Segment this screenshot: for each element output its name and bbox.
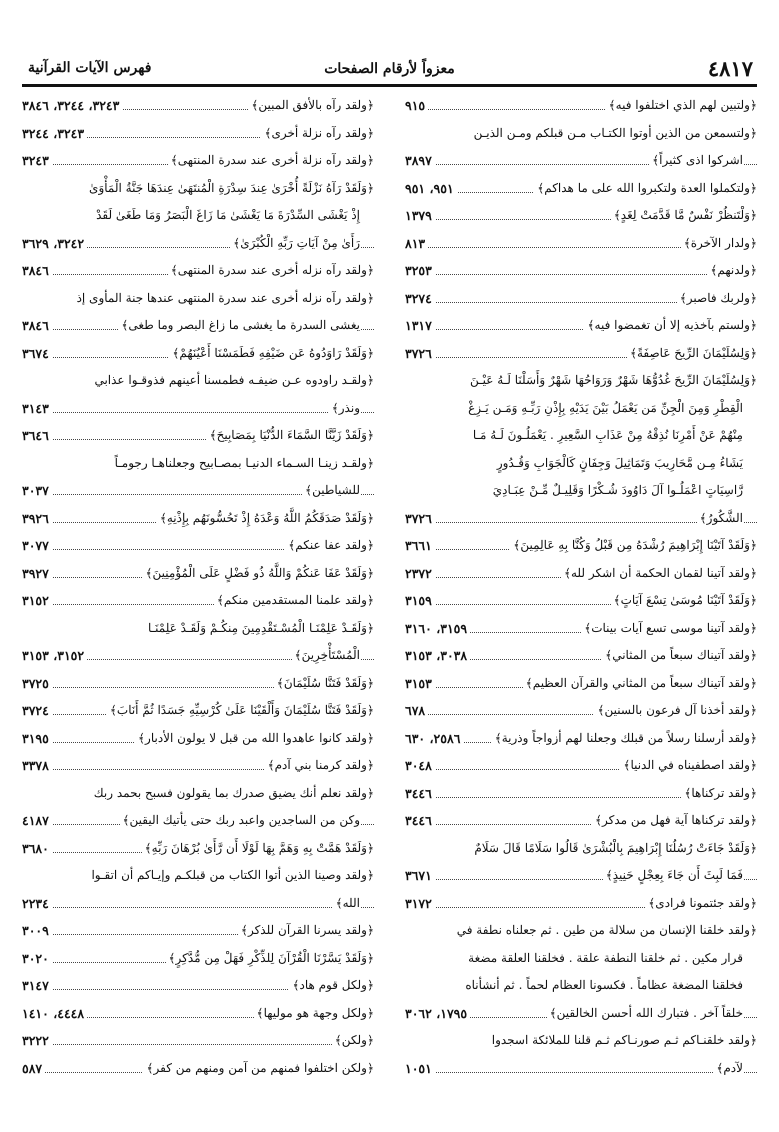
verse-text: رَّاسِيَاتٍ اعْمَلُـوا آلَ دَاوُودَ شُـكْرًا وَقَلِيـلٌ مِّـنْ عِبَـادِيَ [490,477,743,505]
index-entry [405,917,757,945]
index-entry [22,202,374,230]
index-entry [22,697,374,725]
index-entry [22,587,374,615]
verse-text: ﴿وَلَقَدْ يَسَّرْنَا الْقُرْآنَ لِلذِّكْرِ فَهَلْ مِن مُّدَّكِرٍ﴾ [166,945,375,973]
index-entry [22,92,374,120]
index-entry [405,1027,757,1055]
page-refs: ٣٩٢٦ [22,505,52,533]
verse-text: ﴿وَلَقَدْ رَآهُ نَزْلَةً أُخْرَىٰ عِندَ سِدْرَةِ الْمُنتَهَىٰ عِندَهَا جَنَّةُ الْمَأْوَىٰ [86,175,374,203]
verse-text: الشَّكُورُ﴾ [697,505,743,533]
verse-text: ﴿ولقـد راودوه عـن ضيفـه فطمسنا أعينهم فذوقـوا عذابي [91,367,374,395]
verse-text: ﴿ولقد تركناها آية فهل من مدكر﴾ [592,807,757,835]
verse-text: اشركوا اذى كثيراً﴾ [649,147,743,175]
verse-text: وكن من الساجدين واعبد ربك حتى يأتيك اليقين﴾ [120,807,361,835]
index-entry [405,202,757,230]
page-refs: ٣٢٧٤ [405,285,435,313]
index-entry [22,477,374,505]
index-entry [22,422,374,450]
verse-text: ﴿وَلَقَدْ صَدَقَكُمُ اللَّهُ وَعْدَهُ إِذْ تَحُسُّونَهُم بِإِذْنِهِ﴾ [157,505,374,533]
index-entry [405,615,757,643]
index-entry [22,670,374,698]
page-refs: ٢٣٧٢ [405,560,435,588]
page-refs: ٣٦٤٦ [22,422,52,450]
page-refs: ٩٥١، ٩٥١ [405,175,457,203]
verse-text: ﴿ولقد رآه نزله أخرى عند سدرة المنتهى﴾ [168,257,374,285]
page-refs: ٣١٧٢ [405,890,435,918]
index-entry [405,120,757,148]
index-entry [405,890,757,918]
index-entry [22,285,374,313]
verse-text: ﴿ولقد كانوا عاهدوا الله من قبل لا يولون الأدبار﴾ [135,725,374,753]
verse-text: ﴿ولدنهم﴾ [707,257,757,285]
verse-text: ﴿ولقد أخذنا آل فرعون بالسنين﴾ [594,697,757,725]
page-header [22,52,757,86]
verse-text: الْقِطْرِ وَمِنَ الْجِنِّ مَن يَعْمَلُ بَيْنَ يَدَيْهِ بِإِذْنِ رَبِّـهِ وَمَـن يَـزِغْ [465,395,743,423]
index-entry [405,780,757,808]
index-entry [22,780,374,808]
index-entry [22,340,374,368]
verse-text: ﴿ولقد رآه بالأفق المبين﴾ [248,92,374,120]
index-entry [405,807,757,835]
index-entry [22,147,374,175]
index-entry [405,862,757,890]
index-entry [22,615,374,643]
page-refs: ٣٠٣٧ [22,477,52,505]
index-entry [22,642,374,670]
verse-text: ﴿ولقد آتيناك سبعاً من المثاني﴾ [602,642,757,670]
page-refs: ٣٧٢٤ [22,697,52,725]
page-refs: ٩١٥ [405,92,428,120]
index-entry [405,697,757,725]
index-entry [22,725,374,753]
index-entry [22,312,374,340]
index-entry [405,367,757,395]
index-entry [405,1000,757,1028]
page-refs: ٣٧٢٦ [405,340,435,368]
verse-text: ﴿وَلِسُلَيْمَانَ الرِّيحَ عَاصِفَةً﴾ [627,340,757,368]
index-entry [22,175,374,203]
page-refs: ١٧٩٥، ٣٠٦٢ [405,1000,470,1028]
verse-text: ﴿وَلَقَدْ رَاوَدُوهُ عَن ضَيْفِهِ فَطَمَسْنَا أَعْيُنَهُمْ﴾ [169,340,374,368]
verse-text: ﴿ولقد نعلم أنك يضيق صدرك بما يقولون فسبح بحمد ربك [91,780,374,808]
index-entry [405,1055,757,1083]
verse-text: ﴿ولربك فاصبر﴾ [677,285,757,313]
right-column [405,92,757,1082]
page-refs: ٣٠٤٨ [405,752,435,780]
verse-text: ونذر﴾ [329,395,360,423]
page-refs: ٣١٥٩، ٣١٦٠ [405,615,470,643]
index-entry [405,532,757,560]
verse-text: ﴿ولقد خلقنا الإنسان من سلالة من طين . ثم جعلناه نطفة في [454,917,757,945]
leader-dots [22,907,374,908]
index-entry [405,92,757,120]
verse-text: رَأَىٰ مِنْ آيَاتِ رَبِّهِ الْكُبْرَىٰ﴾ [230,230,360,258]
page-refs: ٣١٥٢، ٣١٥٣ [22,642,87,670]
index-entry [22,560,374,588]
index-entry [405,395,757,423]
verse-text: إِذْ يَغْشَى السِّدْرَةَ مَا يَغْشَىٰ مَا زَاغَ الْبَصَرُ وَمَا طَغَىٰ لَقَدْ [93,202,360,230]
page-refs: ٣٢٤٣، ٣٢٤٤ [22,120,87,148]
index-entry [22,450,374,478]
page-refs: ٣٦٧١ [405,862,435,890]
verse-text: ﴿ولقد خلقنـاكم ثـم صورنـاكم ثـم قلنا للملائكة اسجدوا [489,1027,757,1055]
index-entry [405,587,757,615]
verse-text: للشياطين﴾ [302,477,360,505]
verse-text: خلقاً آخر . فتبارك الله أحسن الخالقين﴾ [547,1000,743,1028]
page-refs: ٣١٤٧ [22,972,52,1000]
page-refs: ٣٨٩٧ [405,147,435,175]
verse-text: ﴿ولقد أرسلنا رسلاً من قبلك وجعلنا لهم أزواجاً وذرية﴾ [492,725,757,753]
index-entry [405,835,757,863]
verse-text: يَشَاءُ مِـن مَّحَارِيبَ وَتَمَاثِيلَ وَجِفَانٍ كَالْجَوَابِ وَقُـدُورٍ [494,450,743,478]
index-entry [22,230,374,258]
verse-text: ﴿وَلَقَدْ فَتَنَّا سُلَيْمَانَ وَأَلْقَيْنَا عَلَىٰ كُرْسِيِّهِ جَسَدًا ثُمَّ أَنَابَ﴾ [107,697,374,725]
index-entry [22,917,374,945]
verse-text: ﴿وَلَقَدْ فَتَنَّا سُلَيْمَانَ﴾ [274,670,374,698]
leader-dots [405,1072,757,1073]
page-refs: ١٠٥١ [405,1055,435,1083]
page-refs: ٣٦٧٤ [22,340,52,368]
page-refs: ٣٢٤٣، ٣٢٤٤، ٣٨٤٦ [22,92,122,120]
index-entry [405,752,757,780]
page-refs: ٣٤٤٦ [405,807,435,835]
page-refs: ٣٦٦١ [405,532,435,560]
verse-text: ﴿وَلْتَنظُرْ نَفْسٌ مَّا قَدَّمَتْ لِغَدٍ﴾ [611,202,757,230]
index-entry [405,725,757,753]
index-entry [405,560,757,588]
verse-text: فخلقنا المضغة عظاماً . فكسونا العظام لحماً . ثم أنشأناه [462,972,743,1000]
index-entry [405,175,757,203]
verse-text: الْمُسْتَأْخِرِينَ﴾ [292,642,360,670]
page-number: ٤٨١٧ [707,56,753,81]
index-entry [22,807,374,835]
index-entry [22,367,374,395]
index-entry [405,257,757,285]
verse-text: ﴿ولقد عفا عنكم﴾ [285,532,374,560]
verse-text: ﴿ولدار الآخرة﴾ [681,230,757,258]
page-refs: ٦٧٨ [405,697,428,725]
index-entry [22,257,374,285]
page-refs: ٣٠٣٨، ٣١٥٣ [405,642,470,670]
verse-text: ﴿ولتسمعن من الذين أوتوا الكتـاب مـن قبلكم ومـن الذيـن [471,120,757,148]
index-entry [405,972,757,1000]
index-entry [405,147,757,175]
page-refs: ٣٩٢٧ [22,560,52,588]
verse-text: ﴿ولقد آتينا لقمان الحكمة أن اشكر لله﴾ [561,560,757,588]
verse-text: ﴿وَلَقَدْ عَفَا عَنكُمْ وَاللَّهُ ذُو فَضْلٍ عَلَى الْمُؤْمِنِينَ﴾ [143,560,375,588]
leader-dots [22,412,374,413]
verse-text: ﴿ولكن اختلفوا فمنهم من آمن ومنهم من كفر﴾ [143,1055,374,1083]
index-entry [405,340,757,368]
page-refs: ٣٢٢٢ [22,1027,52,1055]
leader-dots [22,1044,374,1045]
page-refs: ٢٥٨٦، ٦٣٠ [405,725,463,753]
page-refs: ٥٨٧ [22,1055,45,1083]
verse-text: ﴿ولتبين لهم الذي اختلفوا فيه﴾ [606,92,757,120]
page-refs: ٣٣٧٨ [22,752,52,780]
page-refs: ٣١٥٣ [405,670,435,698]
verse-text: ﴿ولقد آتينا موسى تسع آيات بينات﴾ [581,615,757,643]
verse-text: لآدم﴾ [713,1055,743,1083]
index-entry [22,395,374,423]
page-refs: ٣٠٢٠ [22,945,52,973]
verse-text: فَمَا لَبِثَ أَن جَاءَ بِعِجْلٍ حَنِيذٍ﴾ [603,862,743,890]
index-entry [22,972,374,1000]
verse-text: ﴿ولقد رآه نزلة أخرى﴾ [261,120,374,148]
page-refs: ١٣٧٩ [405,202,435,230]
page-title: معزواً لأرقام الصفحات [324,61,455,77]
index-entry [22,120,374,148]
index-entry [22,945,374,973]
header-rule [22,86,757,87]
verse-text: ﴿وَلَقَدْ هَمَّتْ بِهِ وَهَمَّ بِهَا لَوْلَا أَن رَّأَىٰ بُرْهَانَ رَبِّهِ﴾ [142,835,374,863]
verse-text: ﴿ولكن﴾ [332,1027,374,1055]
index-entry [405,670,757,698]
page-refs: ٣٢٤٢، ٣٦٢٩ [22,230,87,258]
page-refs: ١٣١٧ [405,312,435,340]
verse-text: يغشى السدرة ما يغشى ما زاغ البصر وما طغى﴾ [118,312,360,340]
verse-text: ﴿وَلَقَدْ زَيَّنَّا السَّمَاءَ الدُّنْيَا بِمَصَابِيحَ﴾ [207,422,374,450]
page-refs: ٤٤٤٨، ١٤١٠ [22,1000,87,1028]
verse-text: الله﴾ [333,890,360,918]
page-refs: ٣١٩٥ [22,725,52,753]
page-refs: ٣١٥٩ [405,587,435,615]
index-entry [22,1027,374,1055]
page-refs: ٤١٨٧ [22,807,52,835]
verse-text: ﴿وَلَقَدْ آتَيْنَا إِبْرَاهِيمَ رُشْدَهُ مِن قَبْلُ وَكُنَّا بِهِ عَالِمِينَ﴾ [510,532,757,560]
page-refs: ٣٦٨٠ [22,835,52,863]
page-refs: ٢٢٣٤ [22,890,52,918]
verse-text: ﴿ولقد كرمنا بني آدم﴾ [265,752,374,780]
left-column [22,92,374,1082]
index-title: فهرس الآيات القرآنية [28,60,152,76]
leader-dots [405,274,757,275]
index-entry [22,862,374,890]
index-entry [405,505,757,533]
index-entry [22,835,374,863]
verse-text: ﴿ولقد يسرنا القرآن للذكر﴾ [238,917,374,945]
verse-text: ﴿ولكل قوم هاد﴾ [289,972,374,1000]
page-refs: ٣٢٤٣ [22,147,52,175]
page-refs: ٨١٣ [405,230,428,258]
index-entry [405,312,757,340]
verse-text: ﴿ولقـد زينـا السـماء الدنيـا بمصـابيح وجعلناهـا رجومـاً [112,450,374,478]
verse-text: ﴿ولقد رآه نزلة أخرى عند سدرة المنتهى﴾ [168,147,374,175]
verse-text: ﴿ولقد تركناها﴾ [681,780,757,808]
page-refs: ٣٨٤٦ [22,312,52,340]
verse-text: ﴿وَلَقَدْ جَاءَتْ رُسُلُنَا إِبْرَاهِيمَ بِالْبُشْرَىٰ قَالُوا سَلَامًا قَالَ سَلَامٌ [471,835,757,863]
index-entry [405,477,757,505]
verse-text: ﴿ولقد وصينا الذين أتوا الكتاب من قبلكـم وإيـاكم أن اتقـوا [88,862,374,890]
verse-text: ﴿ولقد علمنا المستقدمين منكم﴾ [214,587,374,615]
verse-text: ﴿ولقد آتيناك سبعاً من المثاني والقرآن العظيم﴾ [523,670,757,698]
page-refs: ٣٧٢٥ [22,670,52,698]
index-entry [22,505,374,533]
index-entry [22,532,374,560]
index-entry [405,422,757,450]
index-entry [22,890,374,918]
page-refs: ٣١٥٢ [22,587,52,615]
index-page [22,52,757,1112]
page-refs: ٣٢٥٣ [405,257,435,285]
page-refs: ٣٠٧٧ [22,532,52,560]
verse-text: ﴿ولقد اصطفيناه في الدنيا﴾ [620,752,757,780]
index-entry [405,230,757,258]
page-refs: ٣٨٤٦ [22,257,52,285]
verse-text: ﴿ولتكملوا العدة ولتكبروا الله على ما هداكم﴾ [534,175,757,203]
verse-text: ﴿ولقد جئتمونا فرادى﴾ [645,890,757,918]
verse-text: ﴿وَلَقَـدْ عَلِمْنَـا الْمُسْـتَقْدِمِينَ مِنكُـمْ وَلَقَـدْ عَلِمْنَـا [145,615,374,643]
verse-text: ﴿وَلَقَدْ آتَيْنَا مُوسَىٰ تِسْعَ آيَاتٍ﴾ [611,587,757,615]
index-entry [405,285,757,313]
index-entry [22,1055,374,1083]
verse-text: ﴿ولستم بآخذيه إلا أن تغمضوا فيه﴾ [584,312,757,340]
page-refs: ٣٤٤٦ [405,780,435,808]
index-entry [405,945,757,973]
verse-text: ﴿ولكل وجهة هو موليها﴾ [254,1000,374,1028]
verse-text: قرار مكين . ثم خلقنا النطفة علقة . فخلقنا العلقة مضغة [465,945,743,973]
verse-text: مِنْهُمْ عَنْ أَمْرِنَا نُذِقْهُ مِنْ عَذَابِ السَّعِيرِ . يَعْمَلُـونَ لَـهُ مَـا [470,422,743,450]
page-refs: ٣٠٠٩ [22,917,52,945]
index-entry [22,1000,374,1028]
page-refs: ٣١٤٣ [22,395,52,423]
index-entry [405,450,757,478]
verse-text: ﴿ولقد رآه نزله أخرى عند سدرة المنتهى عندها جنة المأوى إذ [74,285,374,313]
index-entry [405,642,757,670]
verse-text: ﴿وَلِسُلَيْمَانَ الرِّيحَ غُدُوُّهَا شَهْرٌ وَرَوَاحُهَا شَهْرٌ وَأَسَلْنَا لَـهُ عَيْـنَ [467,367,757,395]
index-entry [22,752,374,780]
page-refs: ٣٧٢٦ [405,505,435,533]
